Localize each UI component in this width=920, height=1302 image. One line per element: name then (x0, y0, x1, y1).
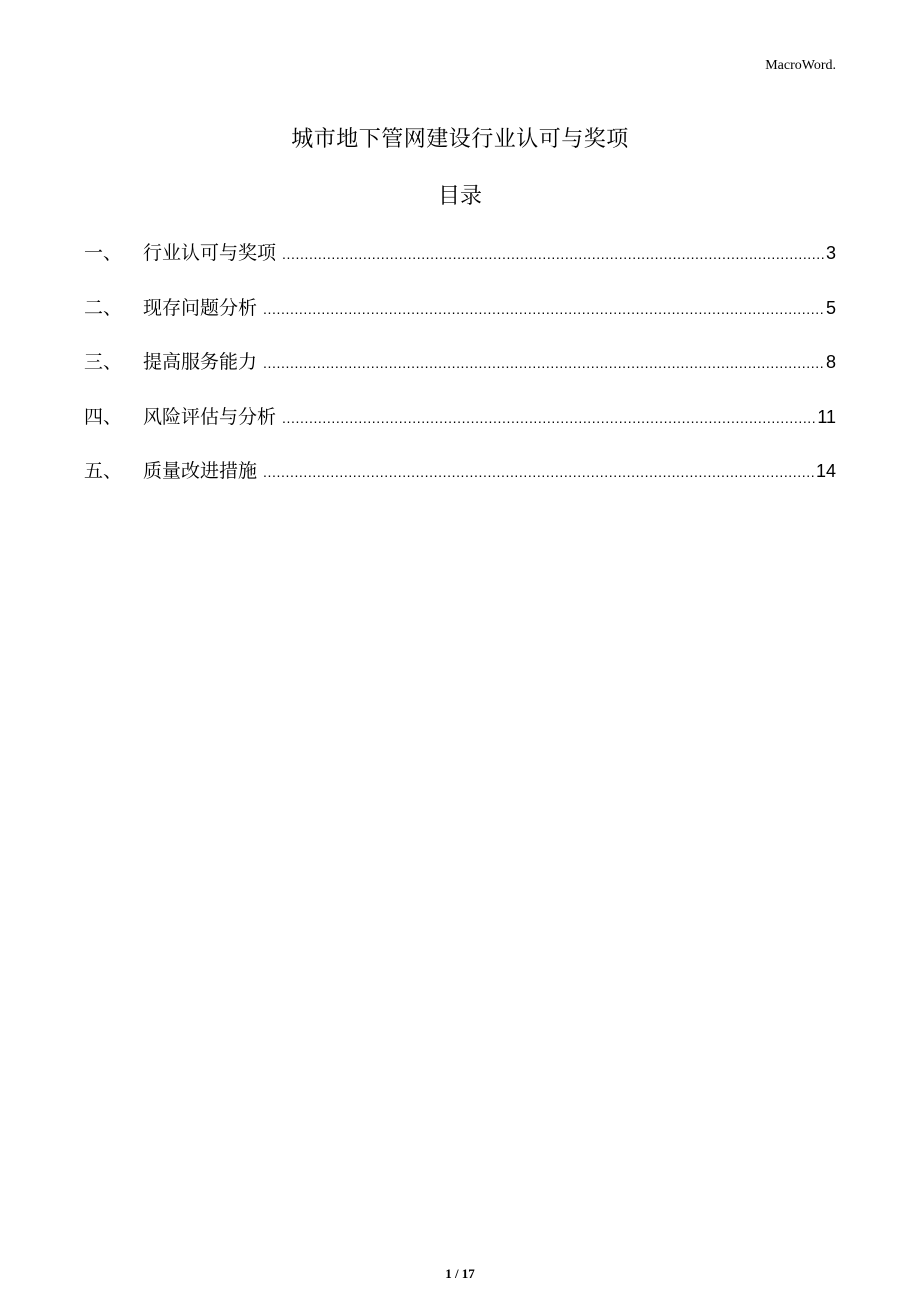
toc-entry[interactable] (84, 402, 836, 429)
toc-entry[interactable] (84, 238, 836, 265)
toc-entry-page: 8 (825, 352, 836, 372)
toc-entry[interactable] (84, 456, 836, 483)
toc-entry-page: 3 (825, 243, 836, 263)
page-indicator: 1 / 17 (445, 1266, 475, 1281)
toc-entry-number: 三、 (84, 351, 123, 373)
toc-leader-dots (282, 410, 815, 426)
toc-entry-text: 提高服务能力 (143, 351, 258, 373)
toc-leader-dots (263, 464, 814, 480)
toc-entry-page: 11 (817, 406, 836, 427)
toc-entry-text: 现存问题分析 (143, 296, 258, 319)
toc-entry-number: 四、 (84, 405, 123, 428)
toc-entry[interactable] (84, 347, 836, 374)
toc-heading: 目录 (437, 184, 482, 209)
toc-entry-text: 质量改进措施 (143, 460, 258, 482)
toc-entry-number: 五、 (84, 460, 123, 482)
toc-entry-text: 风险评估与分析 (143, 405, 277, 428)
toc-entry-text: 行业认可与奖项 (143, 242, 277, 264)
toc-leader-dots (282, 246, 824, 262)
toc-entry-page: 14 (815, 461, 836, 481)
toc-leader-dots (263, 301, 824, 317)
toc-entry-number: 一、 (84, 242, 123, 264)
toc-entry-page: 5 (825, 297, 836, 318)
toc-entry-number: 二、 (84, 296, 123, 319)
toc-leader-dots (263, 355, 824, 371)
table-of-contents (84, 238, 836, 511)
header-brand: MacroWord. (765, 58, 836, 73)
document-title: 城市地下管网建设行业认可与奖项 (291, 127, 629, 152)
toc-entry[interactable] (84, 293, 836, 320)
